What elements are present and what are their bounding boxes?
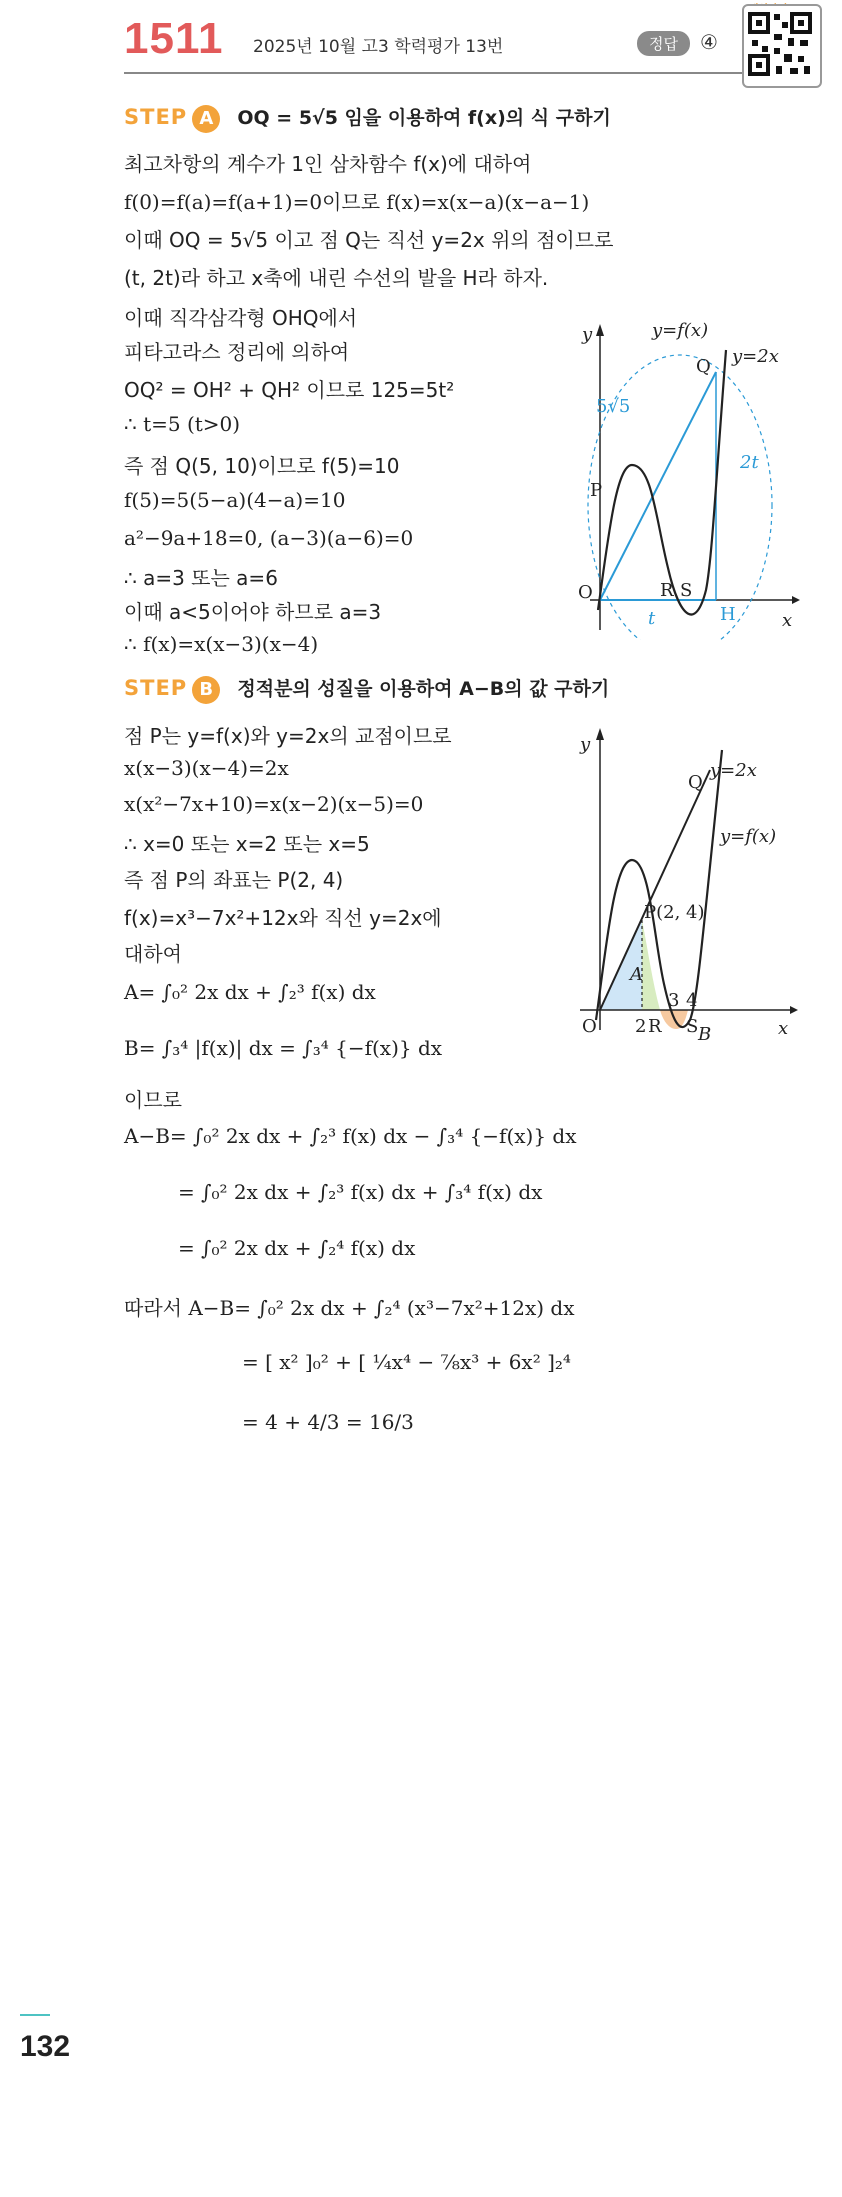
y-axis-arrow-icon bbox=[596, 324, 604, 336]
graph-a-qh-length: 2t bbox=[740, 452, 759, 473]
step-a-graph bbox=[560, 300, 800, 640]
graph-a-y-label: y bbox=[582, 324, 593, 345]
step-b-line-7: 대하여 bbox=[124, 942, 182, 966]
step-b-line-10: 이므로 bbox=[124, 1088, 182, 1112]
step-b-badge: B bbox=[192, 676, 220, 704]
graph-b-origin-label: O bbox=[582, 1016, 597, 1037]
step-b-line-14: 따라서 A−B= ∫₀² 2x dx + ∫₂⁴ (x³−7x²+12x) dx bbox=[124, 1296, 575, 1320]
graph-a-line-label: y=2x bbox=[732, 346, 779, 367]
region-a-curve-part bbox=[642, 920, 660, 1010]
graph-b-tick-2: 2 bbox=[635, 1016, 647, 1037]
graph-b-line-label: y=2x bbox=[710, 760, 757, 781]
x-axis-arrow-icon bbox=[792, 596, 800, 604]
step-a-line-4: (t, 2t)라 하고 x축에 내린 수선의 발을 H라 하자. bbox=[124, 266, 549, 290]
qr-code-icon[interactable] bbox=[742, 4, 822, 88]
graph-a-oq-length: 5√5 bbox=[596, 396, 631, 417]
step-a-label: STEP bbox=[124, 105, 188, 129]
page-number: 132 bbox=[20, 2030, 71, 2063]
graph-a-oh-length: t bbox=[648, 608, 656, 629]
graph-b-region-a-label: A bbox=[630, 964, 643, 985]
step-b-line-3: x(x²−7x+10)=x(x−2)(x−5)=0 bbox=[124, 792, 424, 816]
step-b-graph bbox=[560, 720, 800, 1040]
step-a-line-7: OQ² = OH² + QH² 이므로 125=5t² bbox=[124, 378, 455, 402]
step-a-line-9: 즉 점 Q(5, 10)이므로 f(5)=10 bbox=[124, 454, 400, 478]
step-b-line-13: = ∫₀² 2x dx + ∫₂⁴ f(x) dx bbox=[178, 1236, 416, 1260]
step-b-label: STEP bbox=[124, 676, 188, 700]
step-b-line-15: = [ x² ]₀² + [ ¼x⁴ − ⅞x³ + 6x² ]₂⁴ bbox=[242, 1350, 571, 1374]
header-rule bbox=[124, 72, 744, 74]
step-a-line-2: f(0)=f(a)=f(a+1)=0이므로 f(x)=x(x−a)(x−a−1) bbox=[124, 190, 590, 214]
step-b-line-5: 즉 점 P의 좌표는 P(2, 4) bbox=[124, 868, 344, 892]
answer-label: 정답 bbox=[637, 31, 690, 56]
step-a-line-3: 이때 OQ = 5√5 이고 점 Q는 직선 y=2x 위의 점이므로 bbox=[124, 228, 614, 252]
page-number-accent bbox=[20, 2014, 50, 2016]
graph-b-tick-3: 3 bbox=[668, 990, 680, 1011]
step-b-line-12: = ∫₀² 2x dx + ∫₂³ f(x) dx + ∫₃⁴ f(x) dx bbox=[178, 1180, 543, 1204]
step-b-heading bbox=[124, 674, 609, 704]
step-a-line-10: f(5)=5(5−a)(4−a)=10 bbox=[124, 488, 346, 512]
step-a-line-8: ∴ t=5 (t>0) bbox=[124, 412, 241, 436]
graph-b-region-b-label: B bbox=[698, 1024, 712, 1040]
x-axis-arrow-icon bbox=[790, 1006, 798, 1014]
step-b-line-4: ∴ x=0 또는 x=2 또는 x=5 bbox=[124, 832, 370, 856]
graph-a-q-label: Q bbox=[696, 356, 711, 377]
graph-a-p-label: P bbox=[590, 480, 603, 501]
step-b-line-16: = 4 + 4/3 = 16/3 bbox=[242, 1410, 414, 1434]
step-b-line-11: A−B= ∫₀² 2x dx + ∫₂³ f(x) dx − ∫₃⁴ {−f(x)} dx bbox=[124, 1124, 577, 1148]
step-b-line-8: A= ∫₀² 2x dx + ∫₂³ f(x) dx bbox=[124, 980, 376, 1004]
step-a-line-6: 피타고라스 정리에 의하여 bbox=[124, 340, 350, 364]
step-a-heading bbox=[124, 103, 611, 133]
problem-number: 1511 bbox=[124, 14, 224, 63]
graph-b-p-label: P(2, 4) bbox=[644, 902, 705, 923]
graph-a-h-label: H bbox=[720, 604, 736, 625]
graph-a-origin-label: O bbox=[578, 582, 593, 603]
step-b-line-1: 점 P는 y=f(x)와 y=2x의 교점이므로 bbox=[124, 724, 452, 748]
graph-b-q-label: Q bbox=[688, 772, 703, 793]
step-a-line-5: 이때 직각삼각형 OHQ에서 bbox=[124, 306, 358, 330]
problem-source: 2025년 10월 고3 학력평가 13번 bbox=[253, 37, 504, 57]
graph-b-tick-4: 4 bbox=[686, 990, 698, 1011]
step-a-line-1: 최고차항의 계수가 1인 삼차함수 f(x)에 대하여 bbox=[124, 152, 532, 176]
step-b-line-9: B= ∫₃⁴ |f(x)| dx = ∫₃⁴ {−f(x)} dx bbox=[124, 1036, 443, 1060]
graph-b-y-label: y bbox=[580, 734, 591, 755]
answer-value: ④ bbox=[700, 30, 718, 54]
graph-b-x-label: x bbox=[778, 1018, 789, 1039]
step-a-title: OQ = 5√5 임을 이용하여 f(x)의 식 구하기 bbox=[237, 107, 611, 129]
step-b-title: 정적분의 성질을 이용하여 A−B의 값 구하기 bbox=[237, 678, 610, 700]
step-a-line-13: 이때 a<5이어야 하므로 a=3 bbox=[124, 600, 382, 624]
graph-a-s-label: S bbox=[680, 580, 693, 601]
step-a-badge: A bbox=[192, 105, 220, 133]
step-a-line-11: a²−9a+18=0, (a−3)(a−6)=0 bbox=[124, 526, 414, 550]
step-b-line-6: f(x)=x³−7x²+12x와 직선 y=2x에 bbox=[124, 906, 442, 930]
step-a-line-12: ∴ a=3 또는 a=6 bbox=[124, 566, 278, 590]
graph-b-s-label: S bbox=[686, 1016, 699, 1037]
step-a-line-14: ∴ f(x)=x(x−3)(x−4) bbox=[124, 632, 319, 656]
graph-a-curve-label: y=f(x) bbox=[652, 320, 709, 341]
graph-b-curve-label: y=f(x) bbox=[720, 826, 777, 847]
y-axis-arrow-icon bbox=[596, 728, 604, 740]
step-b-line-2: x(x−3)(x−4)=2x bbox=[124, 756, 289, 780]
graph-a-r-label: R bbox=[660, 580, 674, 601]
graph-b-r-label: R bbox=[648, 1016, 662, 1037]
graph-a-x-label: x bbox=[782, 610, 793, 631]
